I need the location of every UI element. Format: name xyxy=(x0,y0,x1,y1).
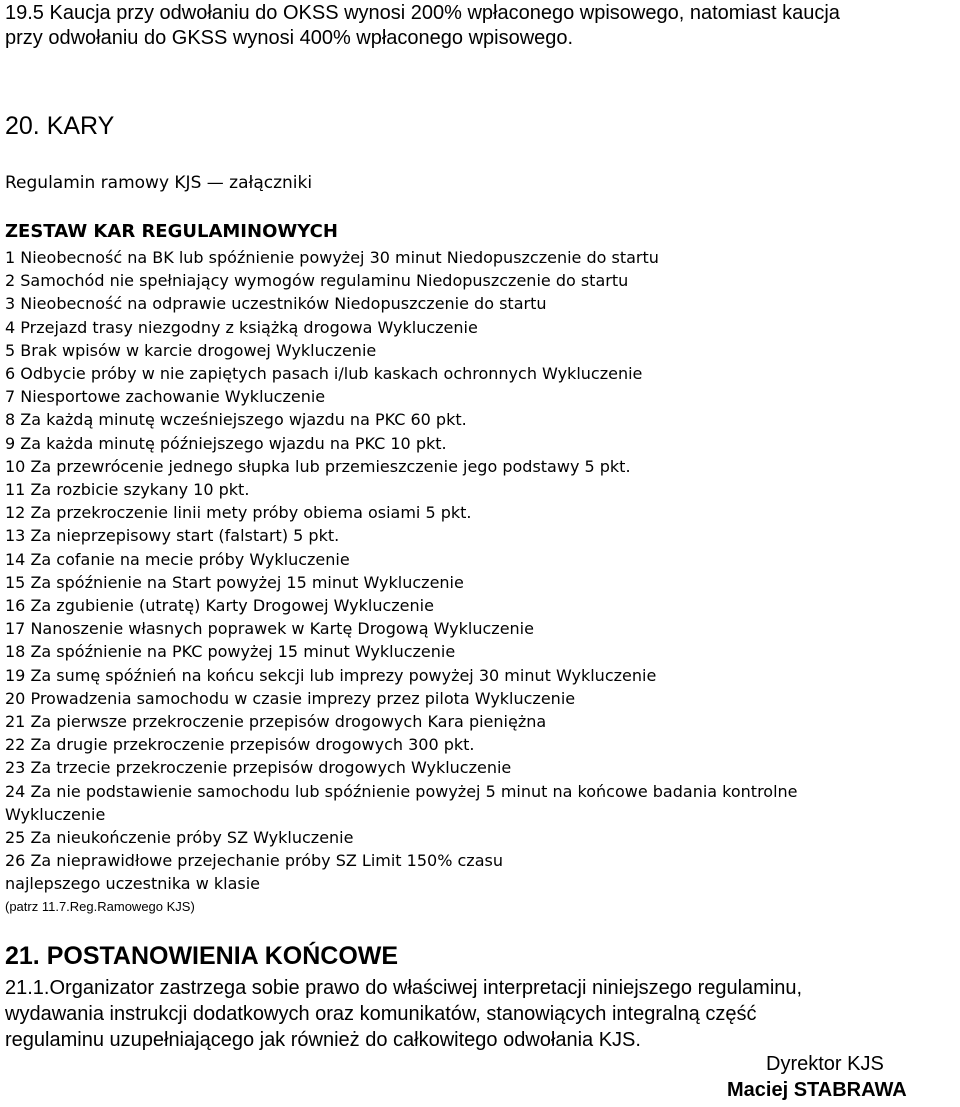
penalty-list-item: 2 Samochód nie spełniający wymogów regulaminu Niedopuszczenie do startu xyxy=(5,271,629,290)
paragraph-19-5-line-1: 19.5 Kaucja przy odwołaniu do OKSS wynosi 200% wpłaconego wpisowego, natomiast kaucja xyxy=(5,2,840,24)
penalty-list-item: 9 Za każda minutę późniejszego wjazdu na PKC 10 pkt. xyxy=(5,434,447,453)
penalty-list-item: 10 Za przewrócenie jednego słupka lub przemieszczenie jego podstawy 5 pkt. xyxy=(5,457,631,476)
section-20-heading: 20. KARY xyxy=(5,112,115,140)
penalty-list-item: 17 Nanoszenie własnych poprawek w Kartę Drogową Wykluczenie xyxy=(5,619,534,638)
paragraph-21-1-line-3: regulaminu uzupełniającego jak również do całkowitego odwołania KJS. xyxy=(5,1029,641,1051)
penalty-list-item: 20 Prowadzenia samochodu w czasie imprezy przez pilota Wykluczenie xyxy=(5,689,576,708)
penalty-list-item: 13 Za nieprzepisowy start (falstart) 5 pkt. xyxy=(5,526,340,545)
paragraph-21-1-line-2: wydawania instrukcji dodatkowych oraz komunikatów, stanowiących integralną część xyxy=(5,1003,757,1025)
section-20-subtitle: Regulamin ramowy KJS — załączniki xyxy=(5,173,313,193)
penalty-list-item: 21 Za pierwsze przekroczenie przepisów drogowych Kara pieniężna xyxy=(5,712,547,731)
penalty-list-item: 4 Przejazd trasy niezgodny z książką drogowa Wykluczenie xyxy=(5,318,478,337)
penalty-list-item: 1 Nieobecność na BK lub spóźnienie powyżej 30 minut Niedopuszczenie do startu xyxy=(5,248,659,267)
penalty-list-item: 5 Brak wpisów w karcie drogowej Wykluczenie xyxy=(5,341,377,360)
penalty-list-item: 12 Za przekroczenie linii mety próby obiema osiami 5 pkt. xyxy=(5,503,472,522)
penalty-list-item: 23 Za trzecie przekroczenie przepisów drogowych Wykluczenie xyxy=(5,758,512,777)
reference-note: (patrz 11.7.Reg.Ramowego KJS) xyxy=(5,899,195,914)
penalty-list-item: 7 Niesportowe zachowanie Wykluczenie xyxy=(5,387,326,406)
penalty-list-item: 14 Za cofanie na mecie próby Wykluczenie xyxy=(5,550,350,569)
penalty-list-item: 11 Za rozbicie szykany 10 pkt. xyxy=(5,480,250,499)
signature-name: Maciej STABRAWA xyxy=(727,1079,907,1101)
penalty-list-item: 24 Za nie podstawienie samochodu lub spóźnienie powyżej 5 minut na końcowe badania kontrolne xyxy=(5,782,798,801)
penalty-list-item: 18 Za spóźnienie na PKC powyżej 15 minut Wykluczenie xyxy=(5,642,456,661)
penalty-list-item: najlepszego uczestnika w klasie xyxy=(5,874,261,893)
penalty-list-item: 19 Za sumę spóźnień na końcu sekcji lub imprezy powyżej 30 minut Wykluczenie xyxy=(5,666,657,685)
penalty-list-item: 3 Nieobecność na odprawie uczestników Niedopuszczenie do startu xyxy=(5,294,547,313)
paragraph-19-5-line-2: przy odwołaniu do GKSS wynosi 400% wpłaconego wpisowego. xyxy=(5,27,574,49)
penalty-list-item: 15 Za spóźnienie na Start powyżej 15 minut Wykluczenie xyxy=(5,573,464,592)
penalty-list-item: 16 Za zgubienie (utratę) Karty Drogowej Wykluczenie xyxy=(5,596,434,615)
penalty-list-item: 22 Za drugie przekroczenie przepisów drogowych 300 pkt. xyxy=(5,735,475,754)
paragraph-21-1-line-1: 21.1.Organizator zastrzega sobie prawo do właściwej interpretacji niniejszego regulaminu, xyxy=(5,977,803,999)
penalty-list-item: 8 Za każdą minutę wcześniejszego wjazdu na PKC 60 pkt. xyxy=(5,410,467,429)
penalty-list-item: 25 Za nieukończenie próby SZ Wykluczenie xyxy=(5,828,354,847)
section-21-heading: 21. POSTANOWIENIA KOŃCOWE xyxy=(5,942,399,970)
signature-title: Dyrektor KJS xyxy=(766,1053,884,1075)
penalty-list-item: Wykluczenie xyxy=(5,805,106,824)
penalty-list-item: 26 Za nieprawidłowe przejechanie próby SZ Limit 150% czasu xyxy=(5,851,503,870)
penalty-list-title: ZESTAW KAR REGULAMINOWYCH xyxy=(5,221,338,242)
penalty-list-item: 6 Odbycie próby w nie zapiętych pasach i/lub kaskach ochronnych Wykluczenie xyxy=(5,364,643,383)
